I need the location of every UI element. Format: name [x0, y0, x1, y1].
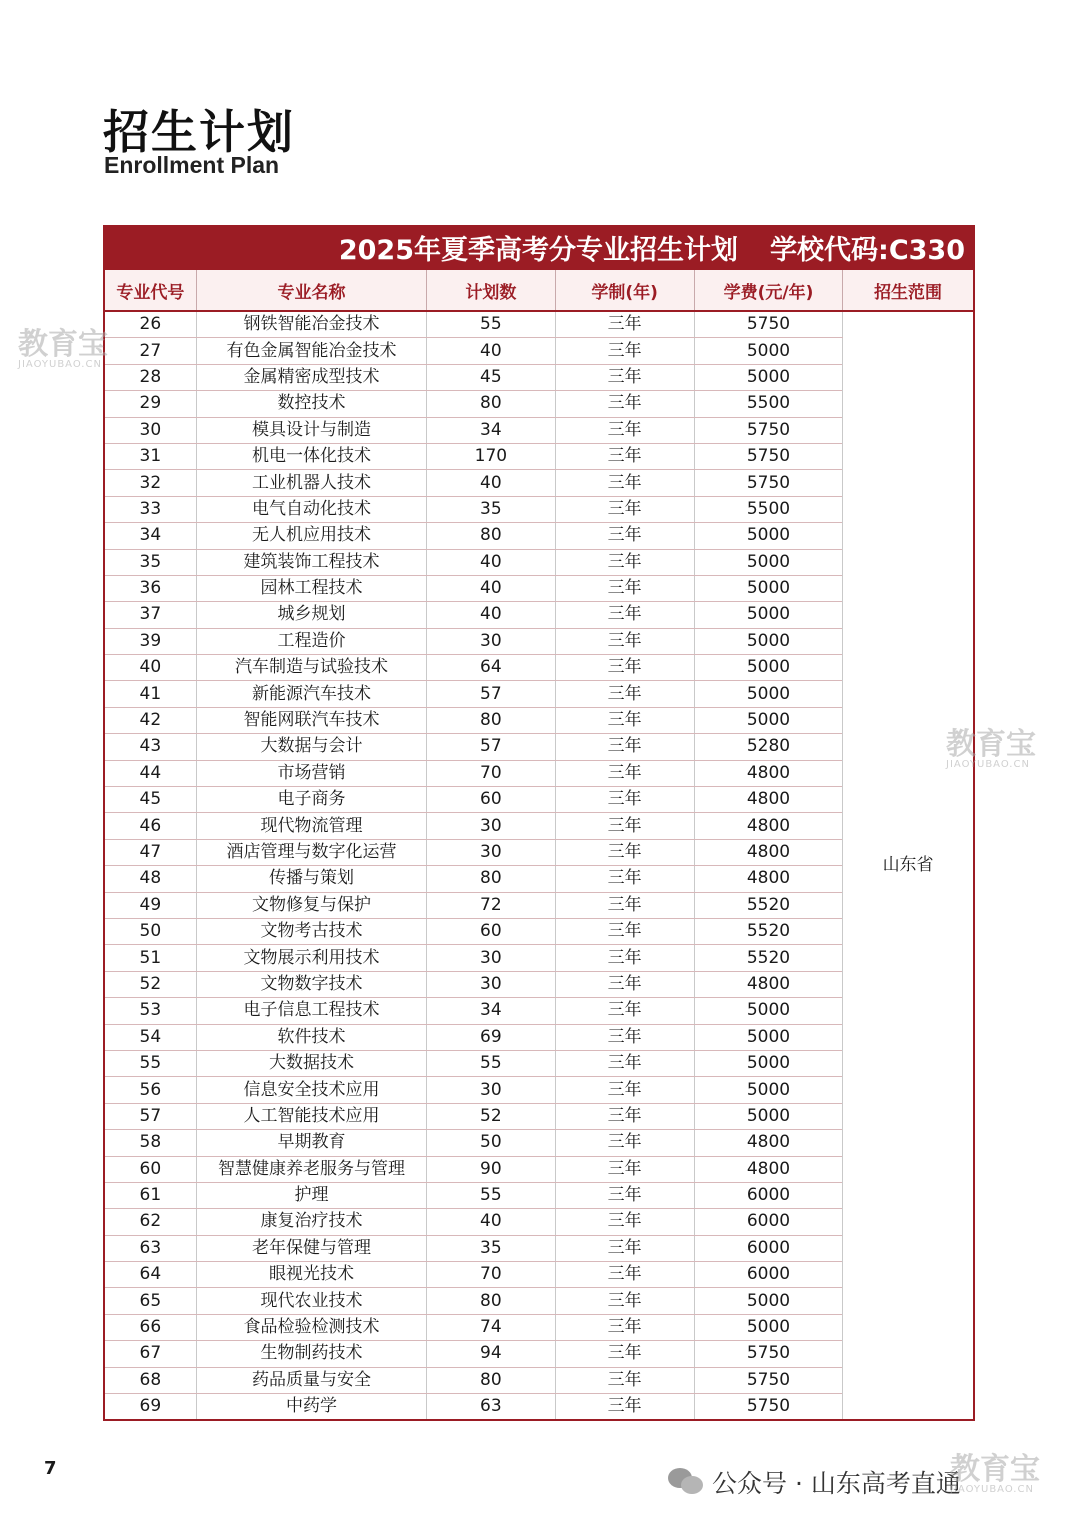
cell-duration: 三年 [555, 1103, 694, 1129]
cell-name: 食品检验检测技术 [196, 1314, 427, 1340]
cell-duration: 三年 [555, 1288, 694, 1314]
cell-name: 智慧健康养老服务与管理 [196, 1156, 427, 1182]
cell-duration: 三年 [555, 655, 694, 681]
cell-plan: 30 [427, 1077, 555, 1103]
cell-duration: 三年 [555, 1235, 694, 1261]
cell-duration: 三年 [555, 496, 694, 522]
cell-duration: 三年 [555, 707, 694, 733]
cell-code: 55 [104, 1050, 196, 1076]
cell-duration: 三年 [555, 892, 694, 918]
cell-duration: 三年 [555, 1209, 694, 1235]
cell-tuition: 5000 [694, 575, 842, 601]
cell-code: 64 [104, 1262, 196, 1288]
col-header-tuition: 学费(元/年) [694, 270, 842, 311]
cell-tuition: 5000 [694, 338, 842, 364]
page-title: 招生计划 [103, 105, 295, 159]
cell-tuition: 5000 [694, 1314, 842, 1340]
cell-name: 人工智能技术应用 [196, 1103, 427, 1129]
cell-name: 电子商务 [196, 787, 427, 813]
cell-code: 36 [104, 575, 196, 601]
cell-tuition: 5750 [694, 1341, 842, 1367]
cell-plan: 74 [427, 1314, 555, 1340]
cell-tuition: 5750 [694, 1394, 842, 1421]
cell-plan: 30 [427, 628, 555, 654]
cell-tuition: 5000 [694, 998, 842, 1024]
cell-code: 48 [104, 866, 196, 892]
cell-name: 护理 [196, 1182, 427, 1208]
watermark-logo: 教育宝 [946, 727, 1036, 762]
cell-tuition: 4800 [694, 813, 842, 839]
cell-name: 工程造价 [196, 628, 427, 654]
cell-name: 老年保健与管理 [196, 1235, 427, 1261]
watermark-url: JIAOYUBAO.CN [18, 359, 102, 370]
col-header-duration: 学制(年) [555, 270, 694, 311]
cell-duration: 三年 [555, 998, 694, 1024]
cell-plan: 80 [427, 391, 555, 417]
cell-code: 56 [104, 1077, 196, 1103]
cell-duration: 三年 [555, 470, 694, 496]
cell-code: 30 [104, 417, 196, 443]
cell-code: 34 [104, 523, 196, 549]
cell-tuition: 5000 [694, 364, 842, 390]
cell-name: 酒店管理与数字化运营 [196, 839, 427, 865]
table-row [104, 311, 974, 338]
cell-code: 49 [104, 892, 196, 918]
cell-duration: 三年 [555, 1024, 694, 1050]
cell-code: 65 [104, 1288, 196, 1314]
cell-code: 45 [104, 787, 196, 813]
cell-name: 生物制药技术 [196, 1341, 427, 1367]
col-header-code: 专业代号 [104, 270, 196, 311]
cell-plan: 40 [427, 602, 555, 628]
cell-tuition: 5000 [694, 523, 842, 549]
cell-duration: 三年 [555, 1341, 694, 1367]
col-header-name: 专业名称 [196, 270, 427, 311]
watermark [946, 727, 1036, 770]
cell-name: 现代农业技术 [196, 1288, 427, 1314]
cell-name: 模具设计与制造 [196, 417, 427, 443]
cell-tuition: 5520 [694, 945, 842, 971]
cell-duration: 三年 [555, 311, 694, 338]
cell-code: 67 [104, 1341, 196, 1367]
cell-plan: 55 [427, 1050, 555, 1076]
cell-name: 汽车制造与试验技术 [196, 655, 427, 681]
cell-duration: 三年 [555, 1156, 694, 1182]
cell-code: 26 [104, 311, 196, 338]
cell-plan: 60 [427, 918, 555, 944]
cell-plan: 34 [427, 417, 555, 443]
cell-name: 城乡规划 [196, 602, 427, 628]
cell-duration: 三年 [555, 1367, 694, 1393]
cell-duration: 三年 [555, 866, 694, 892]
cell-code: 66 [104, 1314, 196, 1340]
watermark-logo: 教育宝 [18, 327, 108, 362]
cell-plan: 40 [427, 338, 555, 364]
cell-name: 康复治疗技术 [196, 1209, 427, 1235]
cell-code: 60 [104, 1156, 196, 1182]
cell-name: 建筑装饰工程技术 [196, 549, 427, 575]
cell-plan: 30 [427, 971, 555, 997]
cell-code: 62 [104, 1209, 196, 1235]
cell-duration: 三年 [555, 1314, 694, 1340]
cell-duration: 三年 [555, 1262, 694, 1288]
cell-plan: 55 [427, 1182, 555, 1208]
cell-plan: 45 [427, 364, 555, 390]
cell-plan: 170 [427, 443, 555, 469]
cell-tuition: 6000 [694, 1209, 842, 1235]
cell-name: 大数据技术 [196, 1050, 427, 1076]
cell-code: 29 [104, 391, 196, 417]
cell-plan: 80 [427, 523, 555, 549]
cell-tuition: 5500 [694, 496, 842, 522]
cell-name: 电子信息工程技术 [196, 998, 427, 1024]
cell-duration: 三年 [555, 523, 694, 549]
cell-plan: 50 [427, 1130, 555, 1156]
cell-code: 41 [104, 681, 196, 707]
cell-tuition: 4800 [694, 971, 842, 997]
page-subtitle: Enrollment Plan [104, 152, 280, 178]
banner-title: 2025年夏季高考分专业招生计划 [338, 235, 739, 266]
cell-tuition: 5000 [694, 1050, 842, 1076]
cell-name: 园林工程技术 [196, 575, 427, 601]
cell-duration: 三年 [555, 338, 694, 364]
cell-plan: 34 [427, 998, 555, 1024]
cell-name: 工业机器人技术 [196, 470, 427, 496]
cell-duration: 三年 [555, 760, 694, 786]
cell-plan: 52 [427, 1103, 555, 1129]
cell-tuition: 6000 [694, 1235, 842, 1261]
cell-tuition: 5280 [694, 734, 842, 760]
cell-tuition: 5750 [694, 417, 842, 443]
cell-code: 37 [104, 602, 196, 628]
cell-code: 35 [104, 549, 196, 575]
cell-code: 58 [104, 1130, 196, 1156]
cell-tuition: 5750 [694, 1367, 842, 1393]
cell-tuition: 5000 [694, 1077, 842, 1103]
cell-name: 传播与策划 [196, 866, 427, 892]
cell-duration: 三年 [555, 443, 694, 469]
cell-plan: 70 [427, 1262, 555, 1288]
cell-plan: 30 [427, 813, 555, 839]
cell-code: 32 [104, 470, 196, 496]
cell-name: 数控技术 [196, 391, 427, 417]
cell-code: 27 [104, 338, 196, 364]
cell-plan: 40 [427, 575, 555, 601]
col-header-plan: 计划数 [427, 270, 555, 311]
cell-tuition: 4800 [694, 866, 842, 892]
cell-duration: 三年 [555, 839, 694, 865]
cell-name: 现代物流管理 [196, 813, 427, 839]
footer [668, 1464, 961, 1500]
cell-tuition: 5000 [694, 681, 842, 707]
cell-code: 33 [104, 496, 196, 522]
enrollment-table [103, 270, 975, 1421]
cell-tuition: 5520 [694, 918, 842, 944]
cell-plan: 35 [427, 496, 555, 522]
cell-plan: 70 [427, 760, 555, 786]
cell-plan: 35 [427, 1235, 555, 1261]
cell-code: 51 [104, 945, 196, 971]
cell-duration: 三年 [555, 1394, 694, 1421]
cell-name: 文物修复与保护 [196, 892, 427, 918]
watermark [950, 1452, 1040, 1495]
cell-tuition: 4800 [694, 1156, 842, 1182]
cell-duration: 三年 [555, 734, 694, 760]
cell-tuition: 5000 [694, 602, 842, 628]
cell-tuition: 5520 [694, 892, 842, 918]
cell-name: 软件技术 [196, 1024, 427, 1050]
footer-text: 公众号 · 山东高考直通 [712, 1469, 961, 1498]
cell-name: 钢铁智能冶金技术 [196, 311, 427, 338]
cell-name: 大数据与会计 [196, 734, 427, 760]
cell-name: 新能源汽车技术 [196, 681, 427, 707]
cell-code: 42 [104, 707, 196, 733]
table-banner [103, 225, 975, 270]
cell-duration: 三年 [555, 813, 694, 839]
cell-code: 57 [104, 1103, 196, 1129]
cell-name: 无人机应用技术 [196, 523, 427, 549]
cell-tuition: 5000 [694, 1288, 842, 1314]
cell-code: 40 [104, 655, 196, 681]
cell-name: 机电一体化技术 [196, 443, 427, 469]
cell-duration: 三年 [555, 1050, 694, 1076]
cell-tuition: 5500 [694, 391, 842, 417]
cell-code: 46 [104, 813, 196, 839]
cell-duration: 三年 [555, 417, 694, 443]
cell-name: 信息安全技术应用 [196, 1077, 427, 1103]
cell-plan: 30 [427, 839, 555, 865]
col-header-scope: 招生范围 [843, 270, 974, 311]
cell-plan: 72 [427, 892, 555, 918]
school-code: 学校代码:C330 [770, 235, 965, 266]
watermark [18, 327, 108, 370]
cell-tuition: 5000 [694, 628, 842, 654]
wechat-icon [668, 1468, 704, 1496]
cell-tuition: 5750 [694, 443, 842, 469]
cell-code: 44 [104, 760, 196, 786]
watermark-url: JIAOYUBAO.CN [946, 759, 1030, 770]
cell-code: 68 [104, 1367, 196, 1393]
cell-duration: 三年 [555, 602, 694, 628]
cell-code: 52 [104, 971, 196, 997]
cell-plan: 40 [427, 470, 555, 496]
cell-plan: 60 [427, 787, 555, 813]
cell-code: 39 [104, 628, 196, 654]
cell-name: 文物数字技术 [196, 971, 427, 997]
cell-tuition: 5750 [694, 470, 842, 496]
cell-name: 眼视光技术 [196, 1262, 427, 1288]
cell-code: 54 [104, 1024, 196, 1050]
cell-plan: 57 [427, 681, 555, 707]
cell-tuition: 5000 [694, 707, 842, 733]
cell-plan: 69 [427, 1024, 555, 1050]
cell-plan: 57 [427, 734, 555, 760]
watermark-logo: 教育宝 [950, 1452, 1040, 1487]
cell-duration: 三年 [555, 787, 694, 813]
enrollment-table-container [103, 225, 975, 1421]
cell-name: 市场营销 [196, 760, 427, 786]
watermark-url: JIAOYUBAO.CN [950, 1484, 1034, 1495]
cell-code: 63 [104, 1235, 196, 1261]
cell-duration: 三年 [555, 628, 694, 654]
cell-name: 文物展示利用技术 [196, 945, 427, 971]
cell-duration: 三年 [555, 1077, 694, 1103]
table-header-row [104, 270, 974, 311]
cell-name: 智能网联汽车技术 [196, 707, 427, 733]
cell-tuition: 4800 [694, 760, 842, 786]
cell-plan: 55 [427, 311, 555, 338]
cell-duration: 三年 [555, 549, 694, 575]
cell-duration: 三年 [555, 681, 694, 707]
cell-tuition: 5000 [694, 1103, 842, 1129]
cell-tuition: 5000 [694, 655, 842, 681]
cell-tuition: 4800 [694, 787, 842, 813]
cell-plan: 80 [427, 866, 555, 892]
cell-code: 69 [104, 1394, 196, 1421]
cell-plan: 80 [427, 1367, 555, 1393]
cell-tuition: 5000 [694, 549, 842, 575]
cell-tuition: 5750 [694, 311, 842, 338]
cell-code: 50 [104, 918, 196, 944]
cell-name: 早期教育 [196, 1130, 427, 1156]
cell-name: 有色金属智能冶金技术 [196, 338, 427, 364]
cell-plan: 94 [427, 1341, 555, 1367]
cell-name: 文物考古技术 [196, 918, 427, 944]
cell-code: 61 [104, 1182, 196, 1208]
cell-code: 47 [104, 839, 196, 865]
cell-code: 53 [104, 998, 196, 1024]
cell-tuition: 4800 [694, 1130, 842, 1156]
cell-code: 28 [104, 364, 196, 390]
cell-name: 电气自动化技术 [196, 496, 427, 522]
cell-plan: 64 [427, 655, 555, 681]
cell-code: 31 [104, 443, 196, 469]
cell-plan: 30 [427, 945, 555, 971]
cell-tuition: 4800 [694, 839, 842, 865]
cell-scope: 山东省 [843, 311, 974, 1420]
cell-duration: 三年 [555, 971, 694, 997]
cell-duration: 三年 [555, 391, 694, 417]
cell-plan: 40 [427, 549, 555, 575]
page-number: 7 [44, 1458, 57, 1479]
cell-duration: 三年 [555, 918, 694, 944]
cell-tuition: 6000 [694, 1262, 842, 1288]
cell-tuition: 5000 [694, 1024, 842, 1050]
cell-plan: 63 [427, 1394, 555, 1421]
cell-plan: 80 [427, 707, 555, 733]
cell-plan: 40 [427, 1209, 555, 1235]
cell-duration: 三年 [555, 1182, 694, 1208]
cell-name: 药品质量与安全 [196, 1367, 427, 1393]
cell-tuition: 6000 [694, 1182, 842, 1208]
cell-plan: 90 [427, 1156, 555, 1182]
cell-duration: 三年 [555, 945, 694, 971]
cell-name: 金属精密成型技术 [196, 364, 427, 390]
cell-name: 中药学 [196, 1394, 427, 1421]
cell-duration: 三年 [555, 575, 694, 601]
cell-duration: 三年 [555, 1130, 694, 1156]
cell-code: 43 [104, 734, 196, 760]
cell-duration: 三年 [555, 364, 694, 390]
cell-plan: 80 [427, 1288, 555, 1314]
